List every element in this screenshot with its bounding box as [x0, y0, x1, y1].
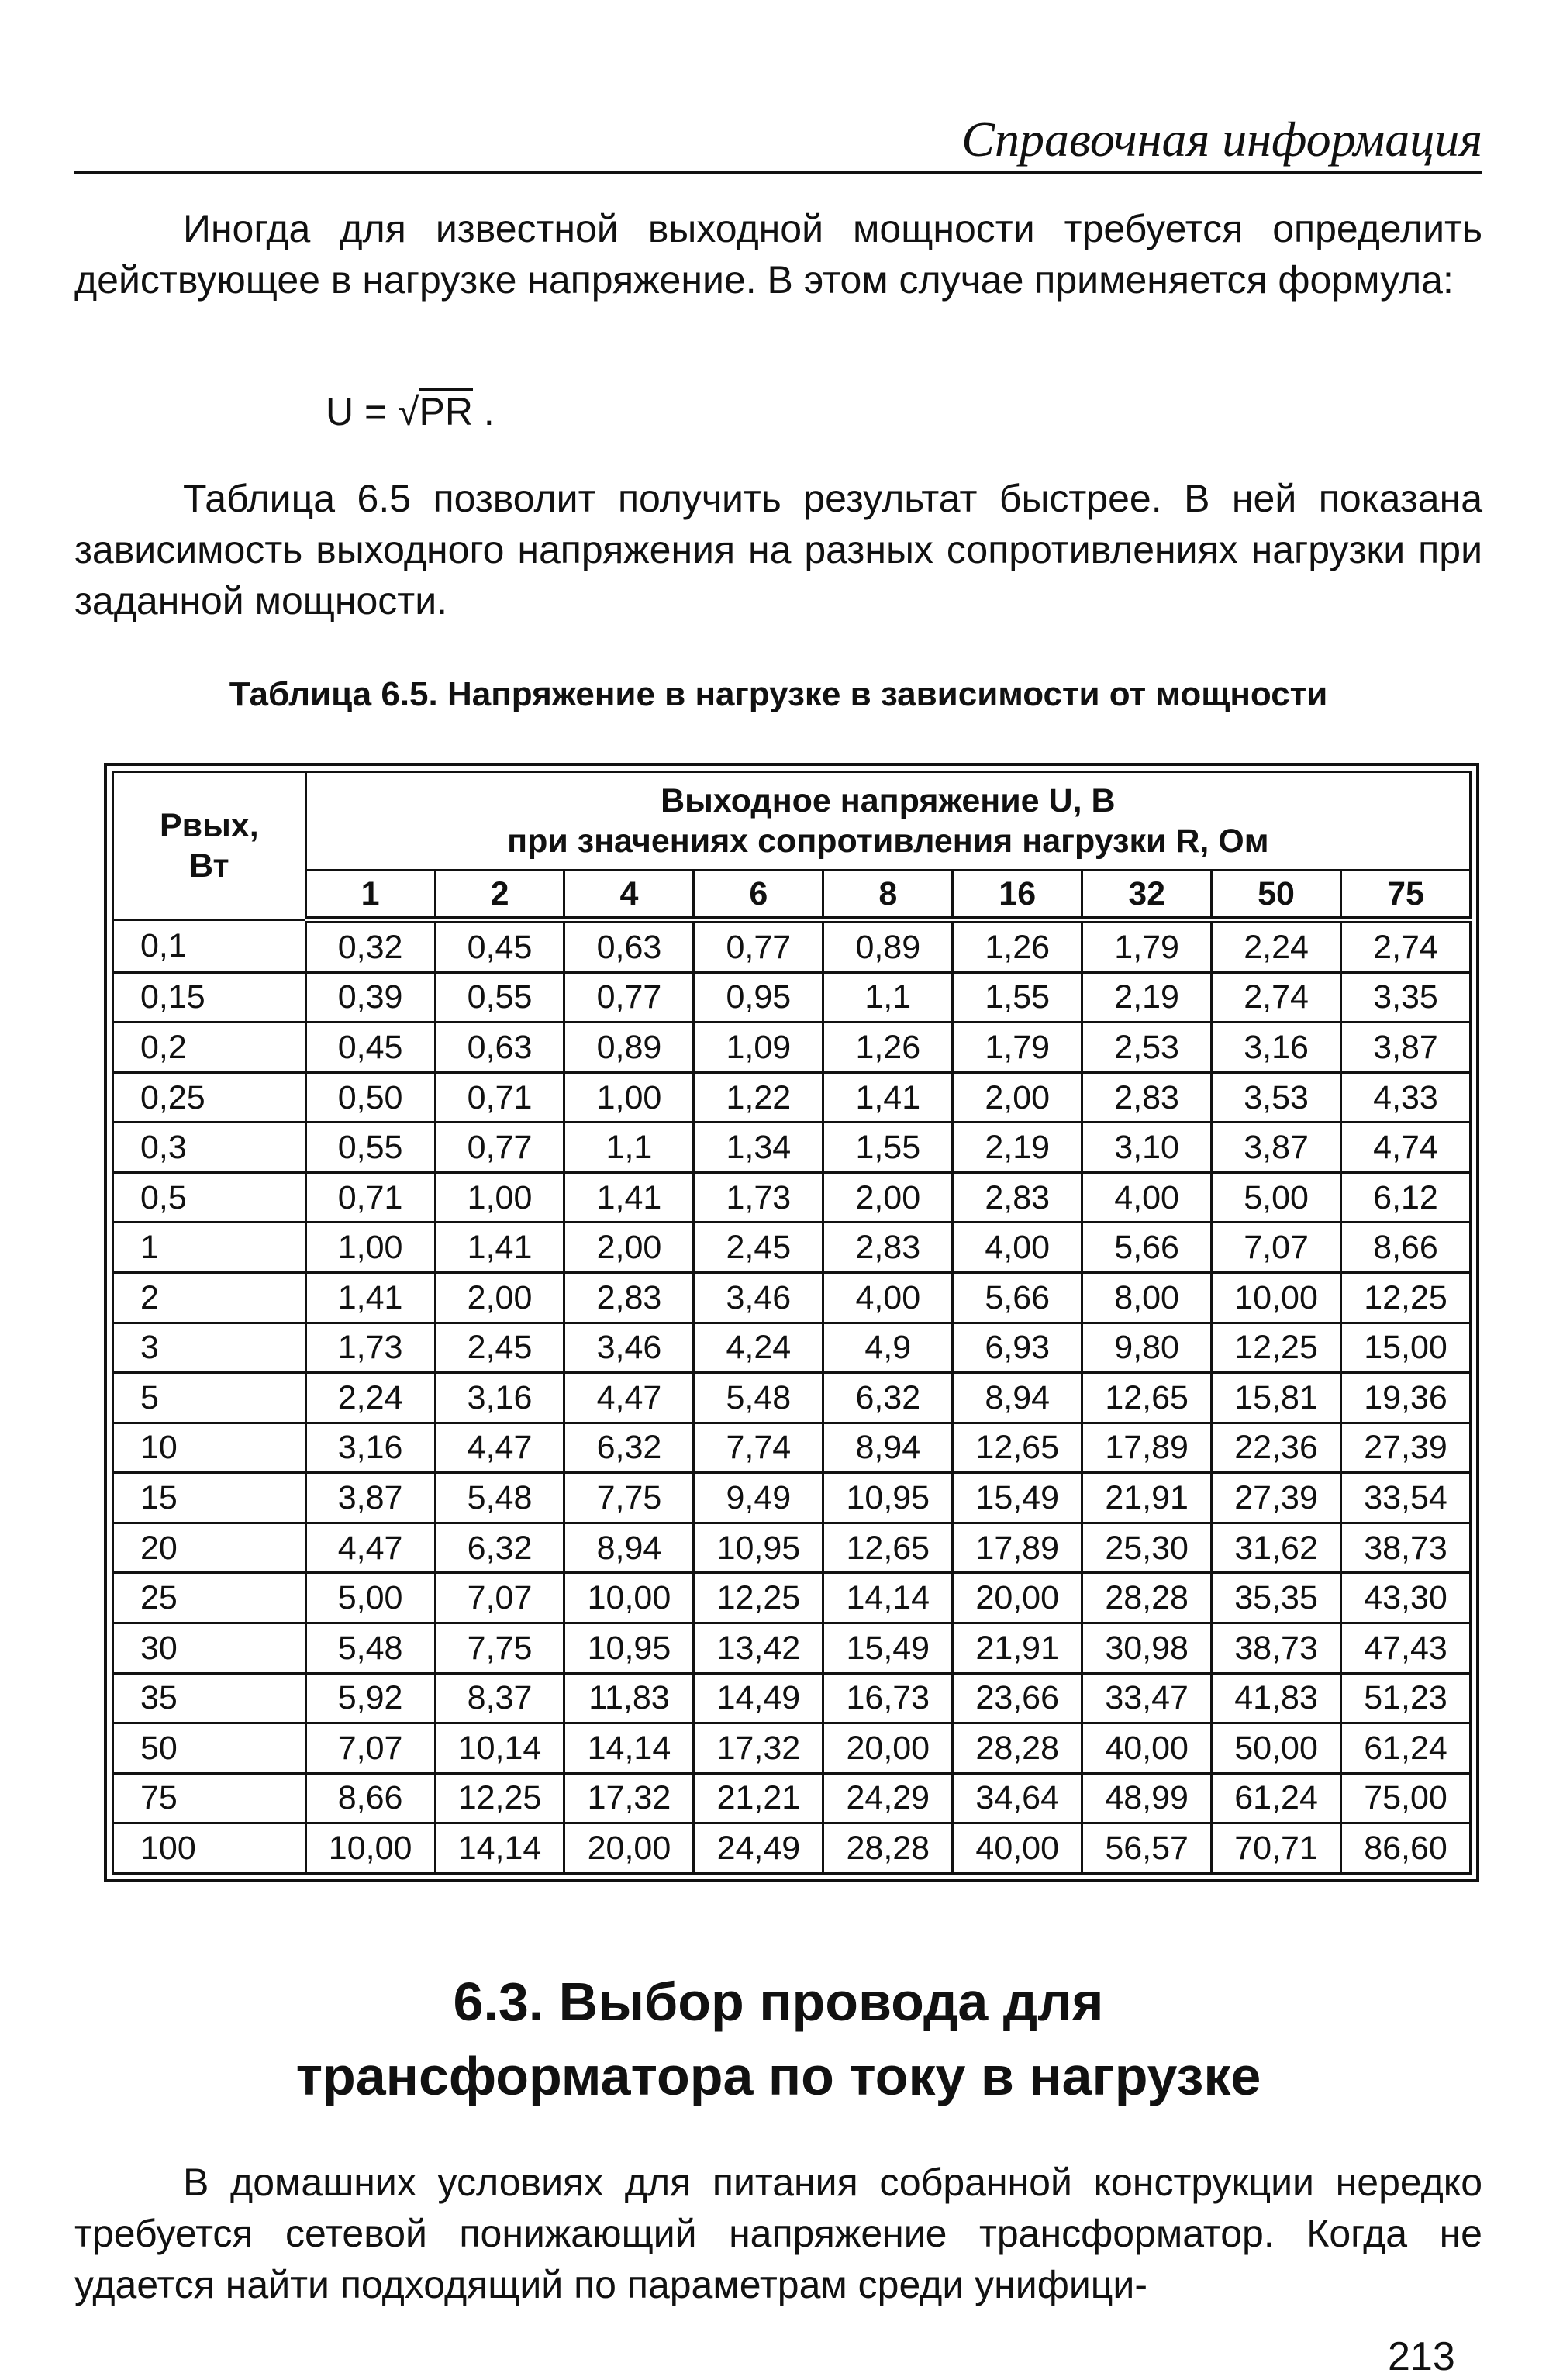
voltage-cell: 6,12 — [1341, 1172, 1471, 1223]
table-row — [113, 1373, 1471, 1423]
voltage-cell: 6,32 — [823, 1373, 953, 1423]
voltage-cell: 43,30 — [1341, 1573, 1471, 1623]
voltage-cell: 4,47 — [305, 1523, 435, 1573]
voltage-cell: 0,45 — [305, 1023, 435, 1073]
voltage-cell: 7,07 — [305, 1723, 435, 1774]
formula — [326, 386, 495, 437]
table-row — [113, 972, 1471, 1023]
power-header-line2: Вт — [189, 847, 229, 885]
voltage-cell: 3,10 — [1082, 1123, 1212, 1173]
voltage-cell: 14,14 — [823, 1573, 953, 1623]
voltage-cell: 2,74 — [1341, 920, 1471, 973]
voltage-cell: 8,66 — [1341, 1223, 1471, 1273]
formula-lhs: U = — [326, 390, 399, 433]
voltage-cell: 3,16 — [435, 1373, 564, 1423]
voltage-cell: 28,28 — [1082, 1573, 1212, 1623]
table-caption: Таблица 6.5. Напряжение в нагрузке в зависимости от мощности — [229, 675, 1328, 713]
voltage-cell: 8,66 — [305, 1773, 435, 1823]
voltage-cell: 10,00 — [1212, 1273, 1341, 1323]
page-number: 213 — [1388, 2334, 1455, 2379]
voltage-cell: 4,33 — [1341, 1072, 1471, 1123]
voltage-cell: 10,95 — [694, 1523, 823, 1573]
voltage-cell: 16,73 — [823, 1673, 953, 1723]
voltage-cell: 8,94 — [564, 1523, 694, 1573]
voltage-cell: 8,00 — [1082, 1273, 1212, 1323]
voltage-cell: 4,47 — [435, 1423, 564, 1473]
voltage-cell: 10,00 — [564, 1573, 694, 1623]
formula-radicand: PR — [419, 390, 474, 433]
voltage-cell: 28,28 — [823, 1823, 953, 1874]
voltage-cell: 21,21 — [694, 1773, 823, 1823]
voltage-cell: 5,48 — [305, 1623, 435, 1673]
voltage-cell: 5,48 — [694, 1373, 823, 1423]
voltage-cell: 2,45 — [435, 1323, 564, 1373]
section-text: В домашних условиях для питания собранной конструкции нередко требуется сетевой понижающий напряжение трансформатор. Когда не удается найти подходящий по параметрам среди унифици- — [74, 2161, 1482, 2306]
power-cell: 50 — [113, 1723, 306, 1774]
resistance-header: 1 — [305, 871, 435, 920]
voltage-cell: 1,34 — [694, 1123, 823, 1173]
voltage-cell: 0,55 — [435, 972, 564, 1023]
power-cell: 3 — [113, 1323, 306, 1373]
voltage-cell: 4,47 — [564, 1373, 694, 1423]
voltage-cell: 3,35 — [1341, 972, 1471, 1023]
voltage-cell: 17,89 — [1082, 1423, 1212, 1473]
voltage-cell: 14,14 — [564, 1723, 694, 1774]
voltage-cell: 1,41 — [823, 1072, 953, 1123]
table-row — [113, 920, 1471, 973]
voltage-cell: 0,77 — [564, 972, 694, 1023]
voltage-cell: 2,83 — [1082, 1072, 1212, 1123]
voltage-cell: 1,1 — [564, 1123, 694, 1173]
voltage-cell: 3,16 — [1212, 1023, 1341, 1073]
voltage-cell: 14,14 — [435, 1823, 564, 1874]
voltage-cell: 3,87 — [1212, 1123, 1341, 1173]
table-row — [113, 1523, 1471, 1573]
voltage-cell: 0,55 — [305, 1123, 435, 1173]
voltage-cell: 1,26 — [823, 1023, 953, 1073]
voltage-table-frame — [104, 763, 1479, 1882]
voltage-cell: 2,19 — [953, 1123, 1082, 1173]
resistance-header: 4 — [564, 871, 694, 920]
voltage-cell: 4,00 — [1082, 1172, 1212, 1223]
voltage-cell: 3,16 — [305, 1423, 435, 1473]
power-cell: 20 — [113, 1523, 306, 1573]
power-cell: 75 — [113, 1773, 306, 1823]
power-cell: 25 — [113, 1573, 306, 1623]
voltage-cell: 51,23 — [1341, 1673, 1471, 1723]
voltage-cell: 5,66 — [953, 1273, 1082, 1323]
voltage-cell: 6,32 — [564, 1423, 694, 1473]
table-row — [113, 1473, 1471, 1523]
voltage-cell: 0,32 — [305, 920, 435, 973]
voltage-cell: 2,83 — [823, 1223, 953, 1273]
voltage-cell: 5,48 — [435, 1473, 564, 1523]
voltage-cell: 1,79 — [1082, 920, 1212, 973]
voltage-cell: 8,94 — [823, 1423, 953, 1473]
voltage-cell: 20,00 — [953, 1573, 1082, 1623]
header-rule — [74, 171, 1482, 174]
voltage-cell: 1,73 — [694, 1172, 823, 1223]
voltage-cell: 12,25 — [1341, 1273, 1471, 1323]
voltage-cell: 24,49 — [694, 1823, 823, 1874]
table-row — [113, 1023, 1471, 1073]
voltage-cell: 30,98 — [1082, 1623, 1212, 1673]
voltage-cell: 4,9 — [823, 1323, 953, 1373]
power-cell: 35 — [113, 1673, 306, 1723]
table-row — [113, 1273, 1471, 1323]
voltage-cell: 2,19 — [1082, 972, 1212, 1023]
voltage-cell: 75,00 — [1341, 1773, 1471, 1823]
voltage-cell: 1,09 — [694, 1023, 823, 1073]
table-row — [113, 1072, 1471, 1123]
voltage-cell: 4,00 — [823, 1273, 953, 1323]
voltage-cell: 1,41 — [435, 1223, 564, 1273]
table-row — [113, 1323, 1471, 1373]
voltage-cell: 21,91 — [953, 1623, 1082, 1673]
voltage-cell: 23,66 — [953, 1673, 1082, 1723]
voltage-cell: 10,00 — [305, 1823, 435, 1874]
resistance-header: 16 — [953, 871, 1082, 920]
voltage-cell: 1,00 — [564, 1072, 694, 1123]
voltage-cell: 7,75 — [564, 1473, 694, 1523]
voltage-cell: 12,65 — [823, 1523, 953, 1573]
voltage-cell: 0,89 — [823, 920, 953, 973]
group-header-line1: Выходное напряжение U, В — [661, 782, 1116, 819]
voltage-cell: 1,55 — [823, 1123, 953, 1173]
voltage-cell: 6,93 — [953, 1323, 1082, 1373]
power-header-line1: Рвых, — [159, 807, 259, 844]
voltage-cell: 4,00 — [953, 1223, 1082, 1273]
voltage-cell: 61,24 — [1341, 1723, 1471, 1774]
table-row — [113, 1573, 1471, 1623]
power-cell: 5 — [113, 1373, 306, 1423]
voltage-cell: 17,32 — [694, 1723, 823, 1774]
voltage-cell: 3,46 — [564, 1323, 694, 1373]
voltage-cell: 86,60 — [1341, 1823, 1471, 1874]
voltage-cell: 1,00 — [435, 1172, 564, 1223]
voltage-cell: 8,37 — [435, 1673, 564, 1723]
running-header: Справочная информация — [961, 112, 1482, 167]
voltage-cell: 10,14 — [435, 1723, 564, 1774]
power-cell: 0,2 — [113, 1023, 306, 1073]
voltage-cell: 0,77 — [435, 1123, 564, 1173]
voltage-cell: 5,00 — [1212, 1172, 1341, 1223]
voltage-cell: 1,79 — [953, 1023, 1082, 1073]
power-cell: 15 — [113, 1473, 306, 1523]
table-row — [113, 1823, 1471, 1874]
voltage-cell: 3,87 — [1341, 1023, 1471, 1073]
voltage-cell: 9,80 — [1082, 1323, 1212, 1373]
voltage-cell: 24,29 — [823, 1773, 953, 1823]
voltage-cell: 5,66 — [1082, 1223, 1212, 1273]
voltage-cell: 35,35 — [1212, 1573, 1341, 1623]
voltage-cell: 2,83 — [953, 1172, 1082, 1223]
voltage-cell: 2,53 — [1082, 1023, 1212, 1073]
resistance-header: 2 — [435, 871, 564, 920]
voltage-cell: 2,45 — [694, 1223, 823, 1273]
voltage-cell: 31,62 — [1212, 1523, 1341, 1573]
voltage-cell: 0,63 — [564, 920, 694, 973]
voltage-cell: 1,41 — [564, 1172, 694, 1223]
power-cell: 0,1 — [113, 920, 306, 973]
voltage-cell: 0,50 — [305, 1072, 435, 1123]
voltage-cell: 48,99 — [1082, 1773, 1212, 1823]
voltage-cell: 4,24 — [694, 1323, 823, 1373]
voltage-cell: 56,57 — [1082, 1823, 1212, 1874]
voltage-cell: 1,73 — [305, 1323, 435, 1373]
voltage-cell: 1,1 — [823, 972, 953, 1023]
power-cell: 2 — [113, 1273, 306, 1323]
resistance-header: 75 — [1341, 871, 1471, 920]
power-cell: 0,15 — [113, 972, 306, 1023]
voltage-cell: 47,43 — [1341, 1623, 1471, 1673]
formula-end: . — [473, 390, 495, 433]
formula-root-sign: √ — [398, 390, 419, 433]
voltage-cell: 17,89 — [953, 1523, 1082, 1573]
voltage-cell: 70,71 — [1212, 1823, 1341, 1874]
intro-paragraph — [74, 203, 1482, 305]
voltage-cell: 4,74 — [1341, 1123, 1471, 1173]
voltage-cell: 0,71 — [435, 1072, 564, 1123]
power-cell: 100 — [113, 1823, 306, 1874]
voltage-cell: 40,00 — [1082, 1723, 1212, 1774]
voltage-cell: 15,00 — [1341, 1323, 1471, 1373]
voltage-cell: 2,00 — [823, 1172, 953, 1223]
voltage-cell: 5,92 — [305, 1673, 435, 1723]
voltage-cell: 2,00 — [435, 1273, 564, 1323]
voltage-cell: 12,65 — [1082, 1373, 1212, 1423]
voltage-cell: 38,73 — [1212, 1623, 1341, 1673]
voltage-cell: 9,49 — [694, 1473, 823, 1523]
voltage-cell: 0,63 — [435, 1023, 564, 1073]
voltage-cell: 2,24 — [305, 1373, 435, 1423]
voltage-group-header — [305, 772, 1470, 871]
voltage-cell: 7,75 — [435, 1623, 564, 1673]
resistance-header: 6 — [694, 871, 823, 920]
voltage-cell: 12,25 — [435, 1773, 564, 1823]
voltage-cell: 8,94 — [953, 1373, 1082, 1423]
voltage-cell: 2,24 — [1212, 920, 1341, 973]
voltage-cell: 50,00 — [1212, 1723, 1341, 1774]
section-title — [74, 1964, 1482, 2113]
voltage-cell: 19,36 — [1341, 1373, 1471, 1423]
voltage-cell: 12,25 — [1212, 1323, 1341, 1373]
voltage-cell: 27,39 — [1212, 1473, 1341, 1523]
voltage-cell: 1,00 — [305, 1223, 435, 1273]
voltage-cell: 25,30 — [1082, 1523, 1212, 1573]
power-cell: 0,25 — [113, 1072, 306, 1123]
voltage-cell: 7,74 — [694, 1423, 823, 1473]
voltage-cell: 2,74 — [1212, 972, 1341, 1023]
voltage-cell: 12,65 — [953, 1423, 1082, 1473]
voltage-cell: 3,46 — [694, 1273, 823, 1323]
voltage-cell: 20,00 — [823, 1723, 953, 1774]
voltage-cell: 14,49 — [694, 1673, 823, 1723]
voltage-cell: 0,89 — [564, 1023, 694, 1073]
voltage-cell: 33,54 — [1341, 1473, 1471, 1523]
power-cell: 0,3 — [113, 1123, 306, 1173]
voltage-cell: 1,55 — [953, 972, 1082, 1023]
table-row — [113, 1623, 1471, 1673]
voltage-cell: 10,95 — [823, 1473, 953, 1523]
table-row — [113, 1123, 1471, 1173]
voltage-cell: 7,07 — [435, 1573, 564, 1623]
table-row — [113, 1673, 1471, 1723]
resistance-header: 32 — [1082, 871, 1212, 920]
voltage-cell: 34,64 — [953, 1773, 1082, 1823]
voltage-cell: 15,49 — [823, 1623, 953, 1673]
power-header — [113, 772, 306, 920]
voltage-cell: 28,28 — [953, 1723, 1082, 1774]
table-row — [113, 1773, 1471, 1823]
voltage-cell: 3,53 — [1212, 1072, 1341, 1123]
voltage-cell: 22,36 — [1212, 1423, 1341, 1473]
table-intro-paragraph — [74, 473, 1482, 626]
voltage-cell: 15,81 — [1212, 1373, 1341, 1423]
voltage-table — [112, 771, 1472, 1875]
voltage-cell: 0,39 — [305, 972, 435, 1023]
voltage-cell: 21,91 — [1082, 1473, 1212, 1523]
voltage-cell: 0,77 — [694, 920, 823, 973]
voltage-cell: 10,95 — [564, 1623, 694, 1673]
power-cell: 30 — [113, 1623, 306, 1673]
voltage-cell: 38,73 — [1341, 1523, 1471, 1573]
power-cell: 0,5 — [113, 1172, 306, 1223]
voltage-cell: 15,49 — [953, 1473, 1082, 1523]
table-row — [113, 1223, 1471, 1273]
voltage-cell: 1,22 — [694, 1072, 823, 1123]
voltage-cell: 3,87 — [305, 1473, 435, 1523]
voltage-cell: 0,95 — [694, 972, 823, 1023]
power-cell: 10 — [113, 1423, 306, 1473]
voltage-cell: 20,00 — [564, 1823, 694, 1874]
voltage-cell: 17,32 — [564, 1773, 694, 1823]
power-cell: 1 — [113, 1223, 306, 1273]
voltage-cell: 2,00 — [953, 1072, 1082, 1123]
voltage-cell: 40,00 — [953, 1823, 1082, 1874]
resistance-header: 8 — [823, 871, 953, 920]
voltage-cell: 41,83 — [1212, 1673, 1341, 1723]
voltage-cell: 61,24 — [1212, 1773, 1341, 1823]
group-header-line2: при значениях сопротивления нагрузки R, Ом — [507, 823, 1269, 860]
section-title-line2: трансформатора по току в нагрузке — [295, 2046, 1261, 2106]
voltage-cell: 0,45 — [435, 920, 564, 973]
voltage-cell: 1,41 — [305, 1273, 435, 1323]
voltage-cell: 11,83 — [564, 1673, 694, 1723]
voltage-cell: 2,83 — [564, 1273, 694, 1323]
resistance-header: 50 — [1212, 871, 1341, 920]
table-intro-text: Таблица 6.5 позволит получить результат быстрее. В ней показана зависимость выходного напряжения на разных сопротивлениях нагрузки при заданной мощности. — [74, 477, 1482, 623]
voltage-cell: 5,00 — [305, 1573, 435, 1623]
table-row — [113, 1723, 1471, 1774]
voltage-cell: 13,42 — [694, 1623, 823, 1673]
voltage-cell: 7,07 — [1212, 1223, 1341, 1273]
table-row — [113, 1423, 1471, 1473]
voltage-cell: 1,26 — [953, 920, 1082, 973]
section-paragraph — [74, 2157, 1482, 2310]
voltage-cell: 33,47 — [1082, 1673, 1212, 1723]
table-row — [113, 1172, 1471, 1223]
voltage-cell: 6,32 — [435, 1523, 564, 1573]
voltage-cell: 12,25 — [694, 1573, 823, 1623]
intro-text: Иногда для известной выходной мощности требуется определить действующее в нагрузке напряжение. В этом случае применяется формула: — [74, 207, 1482, 302]
voltage-cell: 0,71 — [305, 1172, 435, 1223]
voltage-cell: 2,00 — [564, 1223, 694, 1273]
voltage-cell: 27,39 — [1341, 1423, 1471, 1473]
section-title-line1: 6.3. Выбор провода для — [453, 1971, 1104, 2032]
